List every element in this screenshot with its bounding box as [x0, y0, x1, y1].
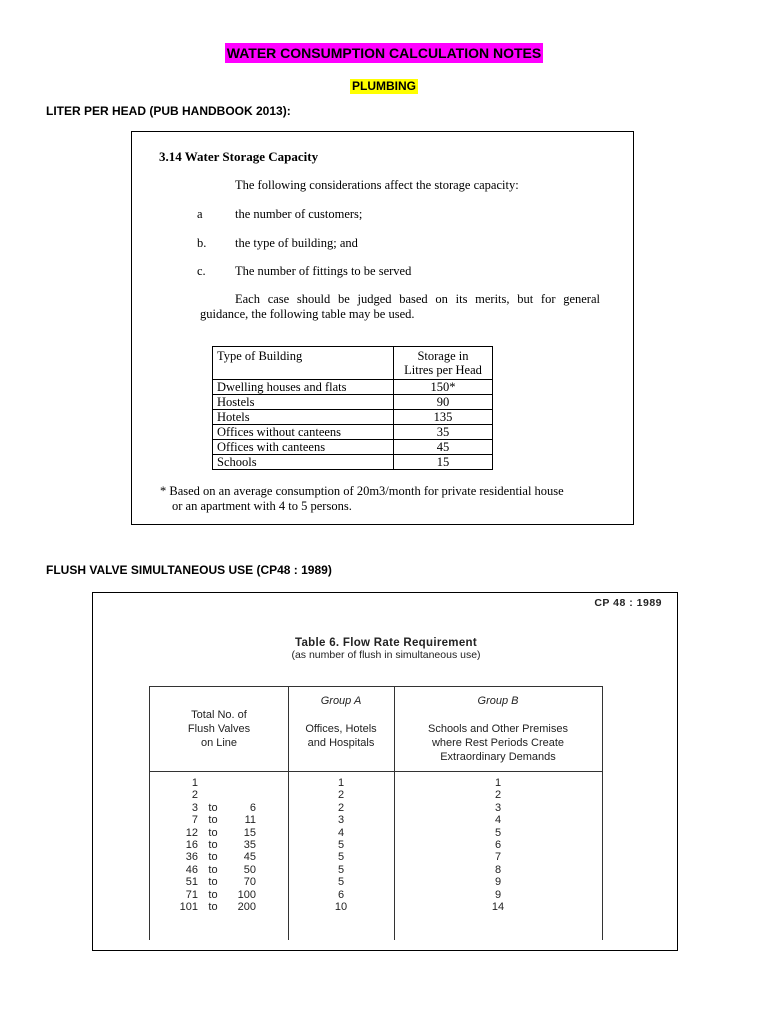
- range-from: 36: [185, 851, 198, 864]
- table-row: [213, 440, 493, 455]
- group-b-column: [394, 777, 602, 913]
- group-b-value: 4: [494, 814, 502, 827]
- section-heading-liter-per-head: LITER PER HEAD (PUB HANDBOOK 2013):: [46, 104, 291, 118]
- footnote-line1: * Based on an average consumption of 20m3/month for private residential house: [160, 484, 564, 498]
- valves-range: [176, 889, 256, 901]
- guidance-paragraph: [200, 292, 600, 322]
- range-from: 1: [191, 777, 198, 789]
- group-a-value: 5: [337, 839, 345, 852]
- range-to-word: to: [208, 888, 218, 901]
- flow-rate-table: [149, 686, 603, 940]
- group-b-value: 14: [491, 901, 505, 914]
- range-from: 71: [185, 888, 198, 901]
- group-a-value: 5: [337, 851, 345, 864]
- group-b-value: 2: [494, 789, 502, 802]
- range-to-word: to: [208, 826, 218, 839]
- range-to: 11: [244, 814, 256, 827]
- storage-intro: The following considerations affect the storage capacity:: [235, 178, 519, 192]
- range-to: 200: [237, 901, 256, 914]
- list-item-label: b.: [197, 236, 207, 250]
- range-from: 12: [185, 826, 198, 839]
- list-item-text: the number of customers;: [235, 207, 363, 221]
- range-to: 45: [243, 851, 256, 864]
- group-b-value: 7: [494, 851, 502, 864]
- range-to-word: to: [208, 876, 218, 889]
- group-a-value: 6: [337, 888, 345, 901]
- group-a-value: 5: [337, 863, 345, 876]
- building-type: Offices with canteens: [213, 440, 394, 455]
- group-b-value: 9: [494, 888, 502, 901]
- list-item-text: the type of building; and: [235, 236, 358, 250]
- group-a-desc-line: Offices, Hotels: [305, 723, 377, 735]
- range-from: 7: [191, 814, 198, 827]
- litres-value: 90: [394, 395, 493, 410]
- range-to: 50: [243, 863, 256, 876]
- title-container: [0, 43, 768, 63]
- table6-title: Table 6. Flow Rate Requirement: [295, 637, 477, 649]
- header-line: Total No. of: [191, 709, 247, 721]
- table6-subtitle: (as number of flush in simultaneous use): [291, 649, 481, 661]
- page-title: WATER CONSUMPTION CALCULATION NOTES: [226, 45, 542, 61]
- group-b-value: 6: [494, 839, 502, 852]
- building-type: Schools: [213, 455, 394, 470]
- storage-capacity-excerpt: [131, 131, 634, 525]
- building-type: Hostels: [213, 395, 394, 410]
- range-to: 35: [243, 839, 256, 852]
- table-row: [213, 380, 493, 395]
- header-line: on Line: [200, 737, 238, 749]
- table-row: [213, 425, 493, 440]
- group-b-desc-line: Extraordinary Demands: [440, 751, 556, 763]
- range-to-word: to: [208, 901, 218, 914]
- group-a-value: 5: [337, 876, 345, 889]
- litres-value: 135: [394, 410, 493, 425]
- range-to-word: to: [208, 839, 218, 852]
- litres-value: 15: [394, 455, 493, 470]
- range-to: 6: [249, 801, 256, 814]
- range-from: 16: [185, 839, 198, 852]
- subtitle-container: [0, 77, 768, 95]
- header-total-flush-valves: [150, 708, 288, 750]
- header-storage-line2: Litres per Head: [404, 363, 482, 377]
- storage-table: [212, 346, 493, 470]
- range-to-word: to: [208, 801, 218, 814]
- litres-value: 35: [394, 425, 493, 440]
- table-row: [213, 455, 493, 470]
- list-item-label: a: [197, 207, 203, 221]
- group-b-value: 9: [494, 876, 502, 889]
- range-to-word: to: [208, 863, 218, 876]
- range-to: 15: [243, 826, 256, 839]
- building-type: Hotels: [213, 410, 394, 425]
- group-a-value: 2: [337, 789, 345, 802]
- building-type: Offices without canteens: [213, 425, 394, 440]
- valves-range: [176, 901, 256, 913]
- group-b-label: Group B: [477, 695, 519, 707]
- range-from: 2: [191, 789, 198, 802]
- table-top-rule: [150, 686, 602, 687]
- valves-range: [176, 789, 256, 801]
- group-a-column: [288, 777, 394, 913]
- group-a-value: 3: [337, 814, 345, 827]
- group-a-value: 10: [334, 901, 348, 914]
- page-subtitle: PLUMBING: [352, 79, 416, 93]
- guidance-paragraph-text: Each case should be judged based on its merits, but for general guidance, the following table may be used.: [200, 292, 600, 321]
- valves-range: [176, 814, 256, 826]
- range-from: 51: [185, 876, 198, 889]
- table-header-row: [213, 347, 493, 380]
- range-to: 70: [243, 876, 256, 889]
- group-a-value: 2: [337, 801, 345, 814]
- building-type: Dwelling houses and flats: [213, 380, 394, 395]
- group-b-value: 5: [494, 826, 502, 839]
- header-storage-line1: Storage in: [417, 349, 469, 363]
- range-from: 46: [185, 863, 198, 876]
- header-type-of-building: Type of Building: [213, 347, 394, 380]
- header-group-a: [288, 694, 394, 750]
- group-b-desc-line: Schools and Other Premises: [427, 723, 568, 735]
- valves-range: [176, 827, 256, 839]
- table-row: [213, 395, 493, 410]
- valves-column: [176, 777, 256, 913]
- valves-range: [176, 839, 256, 851]
- table-header-rule: [150, 771, 602, 772]
- valves-range: [176, 777, 256, 789]
- header-storage: [394, 347, 493, 380]
- group-b-value: 1: [494, 777, 502, 789]
- storage-section-title: 3.14 Water Storage Capacity: [159, 149, 319, 164]
- group-a-label: Group A: [320, 695, 362, 707]
- range-to: 100: [237, 888, 256, 901]
- valves-range: [176, 876, 256, 888]
- range-from: 101: [179, 901, 198, 914]
- header-line: Flush Valves: [187, 723, 251, 735]
- group-a-value: 4: [337, 826, 345, 839]
- section-heading-flush-valve: FLUSH VALVE SIMULTANEOUS USE (CP48 : 1989): [46, 563, 332, 577]
- valves-range: [176, 802, 256, 814]
- footnote-line2: or an apartment with 4 to 5 persons.: [172, 499, 352, 513]
- footnote: [160, 484, 620, 514]
- group-b-value: 8: [494, 863, 502, 876]
- litres-value: 45: [394, 440, 493, 455]
- header-group-b: [394, 694, 602, 764]
- table-row: [213, 410, 493, 425]
- litres-value: 150*: [394, 380, 493, 395]
- group-b-value: 3: [494, 801, 502, 814]
- range-from: 3: [191, 801, 198, 814]
- group-a-desc-line: and Hospitals: [307, 737, 375, 749]
- valves-range: [176, 851, 256, 863]
- flush-valve-excerpt: [92, 592, 678, 951]
- code-reference: CP 48 : 1989: [594, 597, 662, 609]
- table6-title-block: [93, 637, 679, 661]
- valves-range: [176, 864, 256, 876]
- group-a-value: 1: [337, 777, 345, 789]
- range-to-word: to: [208, 814, 218, 827]
- list-item-label: c.: [197, 264, 206, 278]
- group-b-desc-line: where Rest Periods Create: [431, 737, 565, 749]
- range-to-word: to: [208, 851, 218, 864]
- list-item-text: The number of fittings to be served: [235, 264, 412, 278]
